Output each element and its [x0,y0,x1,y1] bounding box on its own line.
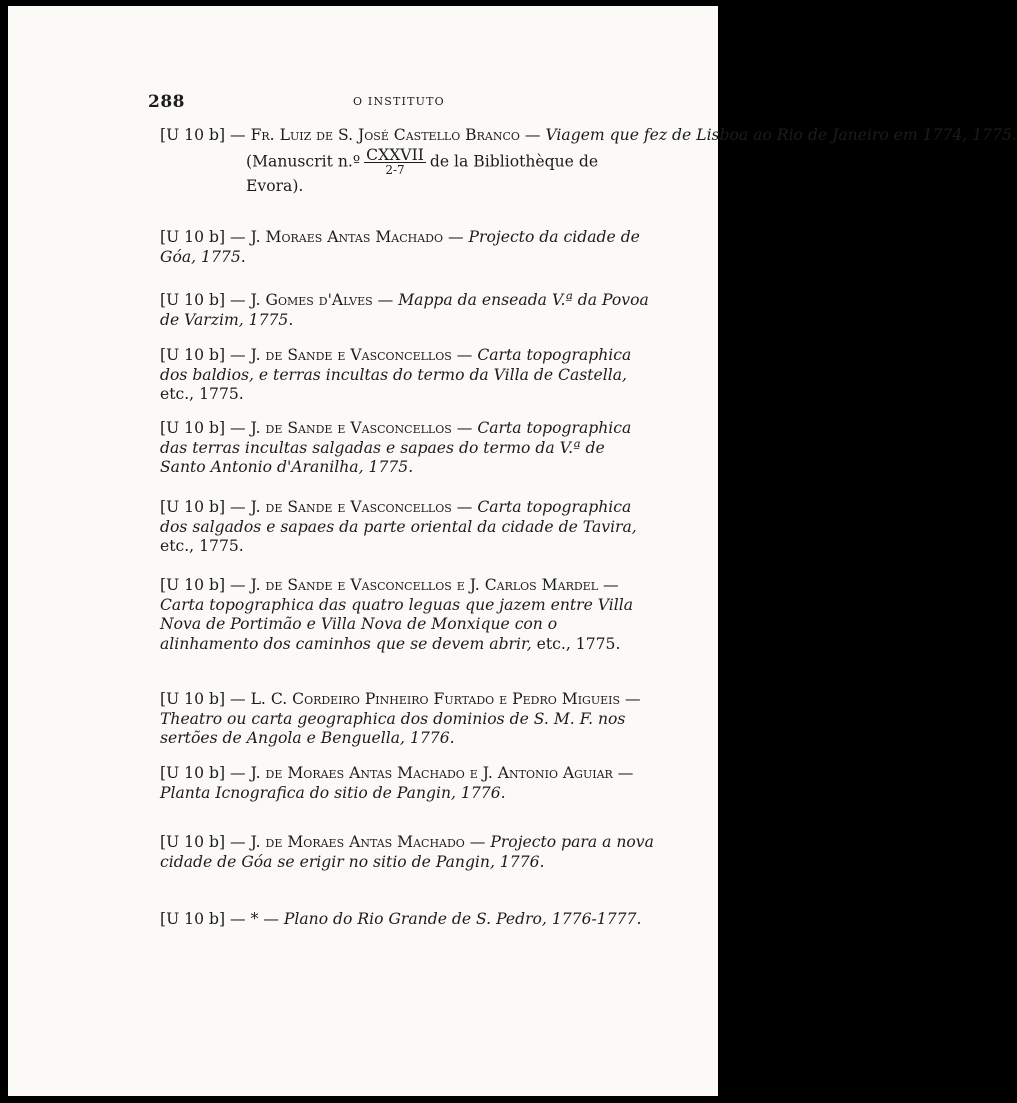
entry-title: Plano do Rio Grande de S. Pedro, 1776-1777. [283,910,642,928]
page-number: 288 [148,92,185,112]
shelf-mark: [U 10 b] [160,576,226,594]
entry-author: L. C. Cordeiro Pinheiro Furtado e Pedro Migueis [250,690,621,708]
catalog-entry: [U 10 b] — J. de Sande e Vasconcellos — Carta topographica dos salgados e sapaes da parte oriental da cidade de Tavira, etc., 1775. [160,498,637,555]
catalog-entry: [U 10 b] — J. Moraes Antas Machado — Projecto da cidade de Góa, 1775. [160,228,640,266]
entry-extra: etc., 1775. [160,385,244,403]
catalog-entry: [U 10 b] — Fr. Luiz de S. José Castello Branco — Viagem que fez de Lisboa ao Rio de Janeiro em 1774, 1775. (Manuscrit n.º $\frac{\text{CXXVII}}{2-7}$ de la Bibliothèque de Evora). [160,126,1017,195]
shelf-mark: [U 10 b] [160,833,226,851]
manuscript-fraction [364,145,426,177]
catalog-entry: [U 10 b] — * — Plano do Rio Grande de S. Pedro, 1776-1777. [160,910,642,928]
entry-author: J. de Sande e Vasconcellos [250,498,452,516]
catalog-entry: [U 10 b] — J. Gomes d'Alves — Mappa da enseada V.ª da Povoa de Varzim, 1775. [160,291,649,329]
catalog-entry: [U 10 b] — L. C. Cordeiro Pinheiro Furtado e Pedro Migueis — Theatro ou carta geographica dos dominios de S. M. F. nos sertões de Angola e Benguella, 1776. [160,690,641,747]
entry-author: J. de Sande e Vasconcellos e J. Carlos Mardel [250,576,599,594]
entry-title: Projecto para a nova cidade de Góa se erigir no sitio de Pangin, 1776. [160,833,654,871]
manuscript-note [160,145,654,197]
entry-extra: etc., 1775. [160,537,244,555]
entry-author: J. de Moraes Antas Machado [250,833,465,851]
catalog-entry: [U 10 b] — J. de Sande e Vasconcellos — Carta topographica dos baldios, e terras incultas do termo da Villa de Castella, etc., 1775. [160,346,632,403]
entry-title: Projecto da cidade de Góa, 1775. [160,228,640,266]
manuscript-shelf: 2-7 [385,162,405,177]
manuscript-suffix: de la Bibliothèque de Evora). [246,152,599,195]
shelf-mark: [U 10 b] [160,346,226,364]
entry-title: Carta topographica dos baldios, e terras incultas do termo da Villa de Castella, [160,346,632,384]
shelf-mark: [U 10 b] [160,228,226,246]
manuscript-prefix: (Manuscrit n.º [246,152,361,170]
entry-title: Carta topographica das terras incultas salgadas e sapaes do termo da V.ª de Santo Antonio d'Aranilha, 1775. [160,419,632,476]
shelf-mark: [U 10 b] [160,498,226,516]
catalog-entry: [U 10 b] — J. de Sande e Vasconcellos — Carta topographica das terras incultas salgadas e sapaes do termo da V.ª de Santo Antonio d'Aranilha, 1775. [160,419,632,476]
shelf-mark: [U 10 b] [160,419,226,437]
shelf-mark: [U 10 b] [160,126,226,144]
shelf-mark: [U 10 b] [160,764,226,782]
entry-extra: etc., 1775. [536,634,621,653]
catalog-entry: [U 10 b] — J. de Sande e Vasconcellos e J. Carlos Mardel — Carta topographica das quatro leguas que jazem entre Villa Nova de Portimão e Villa Nova de Monxique con o alinhamento dos caminhos que se devem abrir, etc., 1775. [160,576,634,653]
entry-title: Carta topographica das quatro leguas que jazem entre Villa Nova de Portimão e Villa Nova de Monxique con o alinhamento dos caminhos que se devem abrir, [160,595,634,653]
book-page [8,6,1017,1096]
shelf-mark: [U 10 b] [160,291,226,309]
entry-title: Mappa da enseada V.ª da Povoa de Varzim, 1775. [160,291,649,329]
entry-author: J. de Moraes Antas Machado e J. Antonio Aguiar [250,764,613,782]
shelf-mark: [U 10 b] [160,690,226,708]
catalog-entry: [U 10 b] — J. de Moraes Antas Machado e J. Antonio Aguiar — Planta Icnografica do sitio de Pangin, 1776. [160,764,634,802]
entry-author: Fr. Luiz de S. José Castello Branco [250,126,520,144]
catalog-entry: [U 10 b] — J. de Moraes Antas Machado — Projecto para a nova cidade de Góa se erigir no sitio de Pangin, 1776. [160,833,654,871]
entry-author: J. de Sande e Vasconcellos [250,419,452,437]
entry-author: * [250,910,259,928]
shelf-mark: [U 10 b] [160,910,226,928]
entry-author: J. de Sande e Vasconcellos [250,346,452,364]
entry-title: Viagem que fez de Lisboa ao Rio de Janeiro em 1774, 1775. [545,126,1017,144]
entry-title: Planta Icnografica do sitio de Pangin, 1776. [160,783,506,802]
entry-title: Carta topographica dos salgados e sapaes da parte oriental da cidade de Tavira, [160,498,637,536]
manuscript-number: CXXVII [366,145,424,164]
entry-author: J. Moraes Antas Machado [250,228,444,246]
page-header [8,92,718,112]
entry-author: J. Gomes d'Alves [250,291,373,309]
entry-title: Theatro ou carta geographica dos dominios de S. M. F. nos sertões de Angola e Benguella, 1776. [160,709,626,747]
running-title: O INSTITUTO [353,95,445,108]
